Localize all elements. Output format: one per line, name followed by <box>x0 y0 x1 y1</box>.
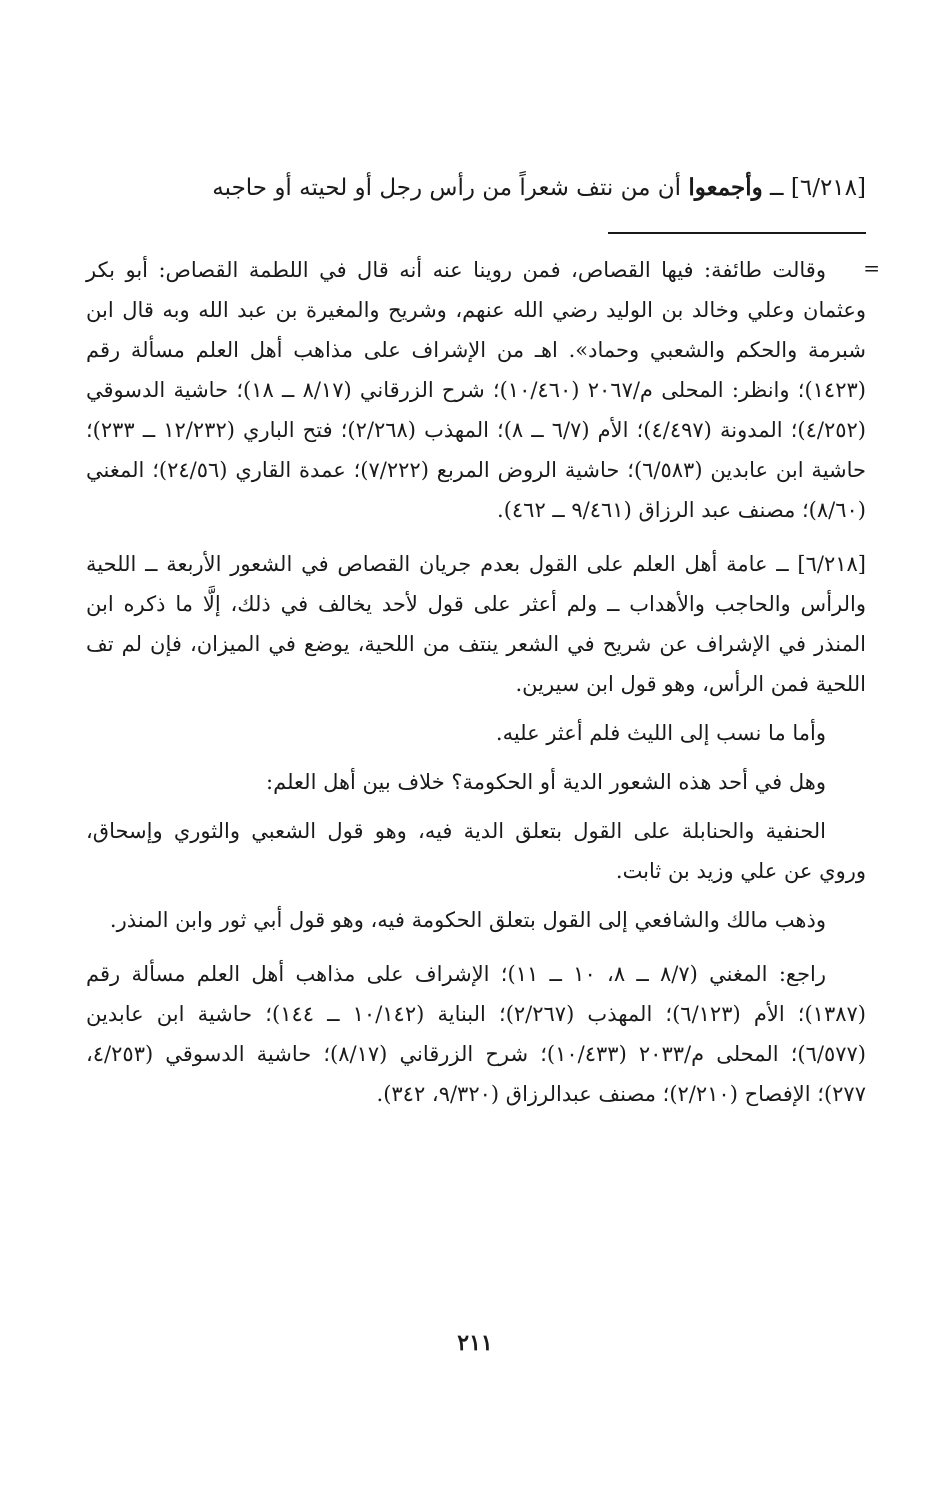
entry-reference: [٦/٢١٨] <box>790 175 866 201</box>
entry-text: أن من نتف شعراً من رأس رجل أو لحيته أو حاجبه <box>212 175 689 201</box>
footnote-paragraph-2: [٦/٢١٨] ــ عامة أهل العلم على القول بعدم جريان القصاص في الشعور الأربعة ــ اللحية والرأس والحاجب والأهداب ــ ولم أعثر على قول لأحد يخالف في ذلك، إلَّا ما ذكره ابن المنذر في الإشراف عن شريح في الشعر ينتف من اللحية، يوضع في الميزان، فإن لم تف اللحية فمن الرأس، وهو قول ابن سيرين. <box>86 552 866 696</box>
main-text-line <box>76 170 866 206</box>
entry-lead-word: وأجمعوا <box>688 174 763 201</box>
footnote-paragraph-1: وقالت طائفة: فيها القصاص، فمن روينا عنه أنه قال في اللطمة القصاص: أبو بكر وعثمان وعلي وخالد بن الوليد رضي الله عنهم، وشريح والمغيرة بن عبد الله وبه قال ابن شبرمة والحكم والشعبي وحماد». اهـ من الإشراف على مذاهب أهل العلم مسألة رقم (١٤٢٣)؛ وانظر: المحلى م/٢٠٦٧ (١٠/٤٦٠)؛ شرح الزرقاني (٨/١٧ ــ ١٨)؛ حاشية الدسوقي (٤/٢٥٢)؛ المدونة (٤/٤٩٧)؛ الأم (٦/٧ ــ ٨)؛ المهذب (٢/٢٦٨)؛ فتح الباري (١٢/٢٣٢ ــ ٢٣٣)؛ حاشية ابن عابدين (٦/٥٨٣)؛ حاشية الروض المربع (٧/٢٢٢)؛ عمدة القاري (٢٤/٥٦)؛ المغني (٨/٦٠)؛ مصنف عبد الرزاق (٩/٤٦١ ــ ٤٦٢). <box>86 258 867 522</box>
footnote-paragraph-3: وأما ما نسب إلى الليث فلم أعثر عليه. <box>495 721 826 745</box>
footnote-paragraph-5: الحنفية والحنابلة على القول بتعلق الدية فيه، وهو قول الشعبي والثوري وإسحاق، وروي عن علي وزيد بن ثابت. <box>86 819 866 883</box>
footnotes-block <box>86 250 866 1123</box>
entry-dash: ــ <box>762 175 791 201</box>
footnote-paragraph-6: وذهب مالك والشافعي إلى القول بتعلق الحكومة فيه، وهو قول أبي ثور وابن المنذر. <box>109 908 826 932</box>
footnote-separator <box>608 232 866 234</box>
footnote-continuation-mark: = <box>863 256 880 280</box>
footnote-paragraph-7: راجع: المغني (٨/٧ ــ ٨، ١٠ ــ ١١)؛ الإشراف على مذاهب أهل العلم مسألة رقم (١٣٨٧)؛ الأم (٦/١٢٣)؛ المهذب (٢/٢٦٧)؛ البناية (١٠/١٤٢ ــ ١٤٤)؛ حاشية ابن عابدين (٦/٥٧٧)؛ المحلى م/٢٠٣٣ (١٠/٤٣٣)؛ شرح الزرقاني (٨/١٧)؛ حاشية الدسوقي (٤/٢٥٣، ٢٧٧)؛ الإفصاح (٢/٢١٠)؛ مصنف عبدالرزاق (٩/٣٢٠، ٣٤٢). <box>86 962 866 1106</box>
footnote-paragraph-4: وهل في أحد هذه الشعور الدية أو الحكومة؟ خلاف بين أهل العلم: <box>266 770 826 794</box>
page-number: ٢١١ <box>457 1330 493 1356</box>
